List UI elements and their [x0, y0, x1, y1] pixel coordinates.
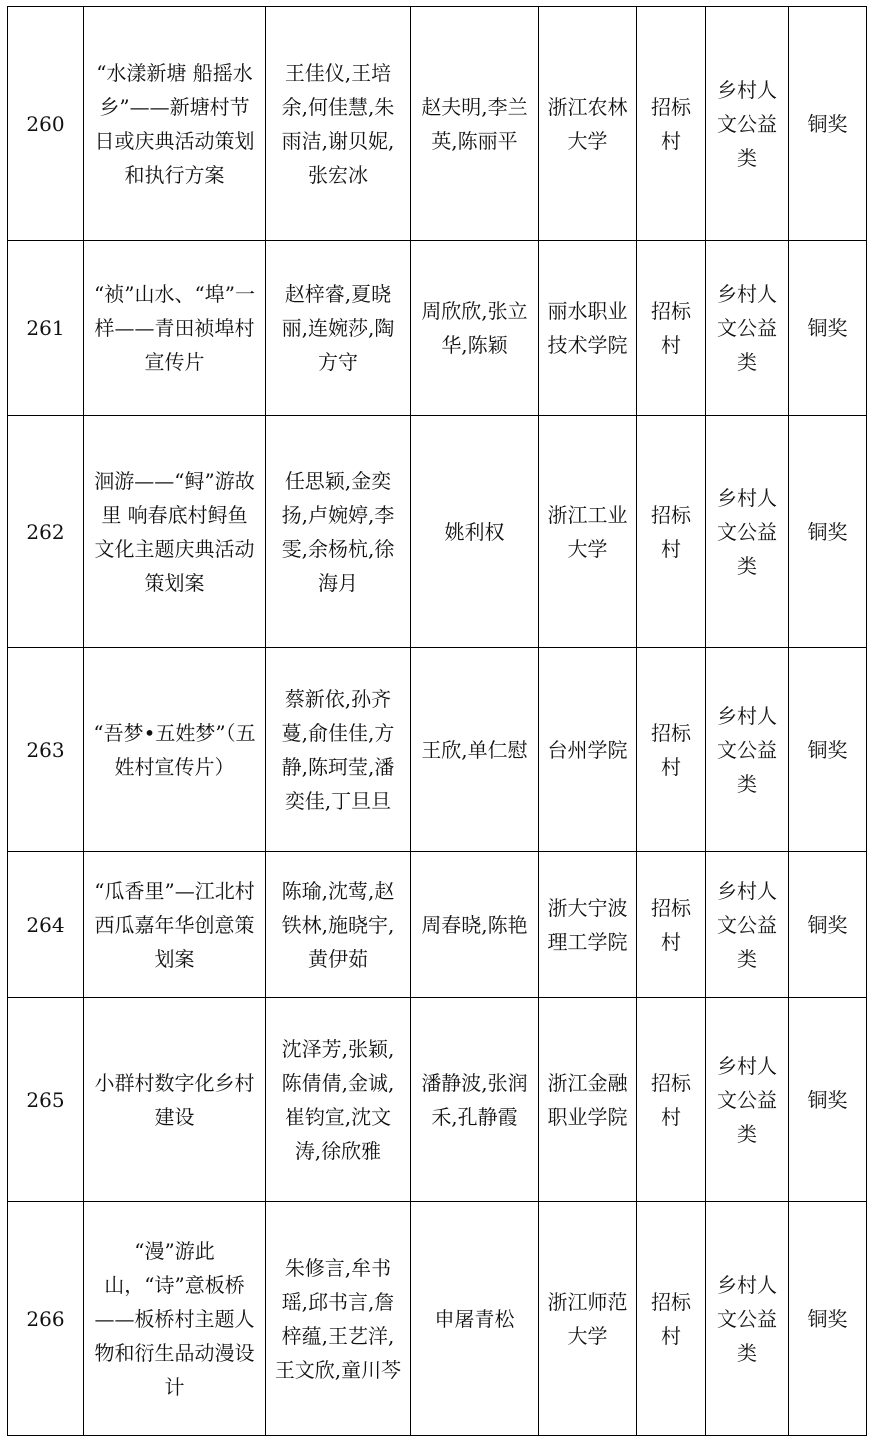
school: 浙江农林大学 [539, 7, 637, 241]
school: 浙江金融职业学院 [539, 998, 637, 1202]
village-type: 招标村 [637, 7, 706, 241]
award: 铜奖 [789, 416, 867, 648]
table-row [8, 998, 867, 1202]
category: 乡村人文公益类 [706, 852, 789, 998]
school: 浙江师范大学 [539, 1202, 637, 1436]
award: 铜奖 [789, 241, 867, 416]
advisors: 姚利权 [411, 416, 539, 648]
village-type: 招标村 [637, 998, 706, 1202]
team-members: 赵梓睿,夏晓丽,连婉莎,陶方守 [266, 241, 411, 416]
table-row [8, 1202, 867, 1436]
team-members: 朱修言,牟书瑶,邱书言,詹梓蕴,王艺洋,王文欣,童川芩 [266, 1202, 411, 1436]
project-title: “水漾新塘 船摇水乡”——新塘村节日或庆典活动策划和执行方案 [84, 7, 266, 241]
project-title: 小群村数字化乡村建设 [84, 998, 266, 1202]
row-number: 265 [8, 998, 84, 1202]
row-number: 262 [8, 416, 84, 648]
advisors: 潘静波,张润禾,孔静霞 [411, 998, 539, 1202]
award-table [7, 6, 867, 1436]
project-title: 洄游——“鲟”游故里 响春底村鲟鱼文化主题庆典活动策划案 [84, 416, 266, 648]
category: 乡村人文公益类 [706, 416, 789, 648]
table-row [8, 416, 867, 648]
award: 铜奖 [789, 648, 867, 852]
project-title: “漫”游此山，“诗”意板桥——板桥村主题人物和衍生品动漫设计 [84, 1202, 266, 1436]
row-number: 260 [8, 7, 84, 241]
category: 乡村人文公益类 [706, 241, 789, 416]
school: 丽水职业技术学院 [539, 241, 637, 416]
advisors: 王欣,单仁慰 [411, 648, 539, 852]
team-members: 蔡新依,孙齐蔓,俞佳佳,方静,陈珂莹,潘奕佳,丁旦旦 [266, 648, 411, 852]
village-type: 招标村 [637, 648, 706, 852]
row-number: 264 [8, 852, 84, 998]
village-type: 招标村 [637, 1202, 706, 1436]
team-members: 沈泽芳,张颖,陈倩倩,金诚,崔钧宣,沈文涛,徐欣雅 [266, 998, 411, 1202]
advisors: 申屠青松 [411, 1202, 539, 1436]
advisors: 周欣欣,张立华,陈颖 [411, 241, 539, 416]
advisors: 周春晓,陈艳 [411, 852, 539, 998]
row-number: 261 [8, 241, 84, 416]
category: 乡村人文公益类 [706, 1202, 789, 1436]
row-number: 263 [8, 648, 84, 852]
school: 浙江工业大学 [539, 416, 637, 648]
table-row [8, 7, 867, 241]
project-title: “瓜香里”—江北村西瓜嘉年华创意策划案 [84, 852, 266, 998]
village-type: 招标村 [637, 416, 706, 648]
project-title: “祯”山水、“埠”一样——青田祯埠村宣传片 [84, 241, 266, 416]
village-type: 招标村 [637, 241, 706, 416]
award: 铜奖 [789, 1202, 867, 1436]
category: 乡村人文公益类 [706, 648, 789, 852]
team-members: 任思颖,金奕扬,卢婉婷,李雯,余杨杭,徐海月 [266, 416, 411, 648]
category: 乡村人文公益类 [706, 7, 789, 241]
table-row [8, 852, 867, 998]
school: 浙大宁波理工学院 [539, 852, 637, 998]
table-row [8, 241, 867, 416]
category: 乡村人文公益类 [706, 998, 789, 1202]
project-title: “吾梦•五姓梦”（五姓村宣传片） [84, 648, 266, 852]
team-members: 王佳仪,王培余,何佳慧,朱雨洁,谢贝妮,张宏冰 [266, 7, 411, 241]
award: 铜奖 [789, 998, 867, 1202]
village-type: 招标村 [637, 852, 706, 998]
award: 铜奖 [789, 7, 867, 241]
row-number: 266 [8, 1202, 84, 1436]
advisors: 赵夫明,李兰英,陈丽平 [411, 7, 539, 241]
school: 台州学院 [539, 648, 637, 852]
table-row [8, 648, 867, 852]
team-members: 陈瑜,沈莺,赵铁林,施晓宇,黄伊茹 [266, 852, 411, 998]
award: 铜奖 [789, 852, 867, 998]
